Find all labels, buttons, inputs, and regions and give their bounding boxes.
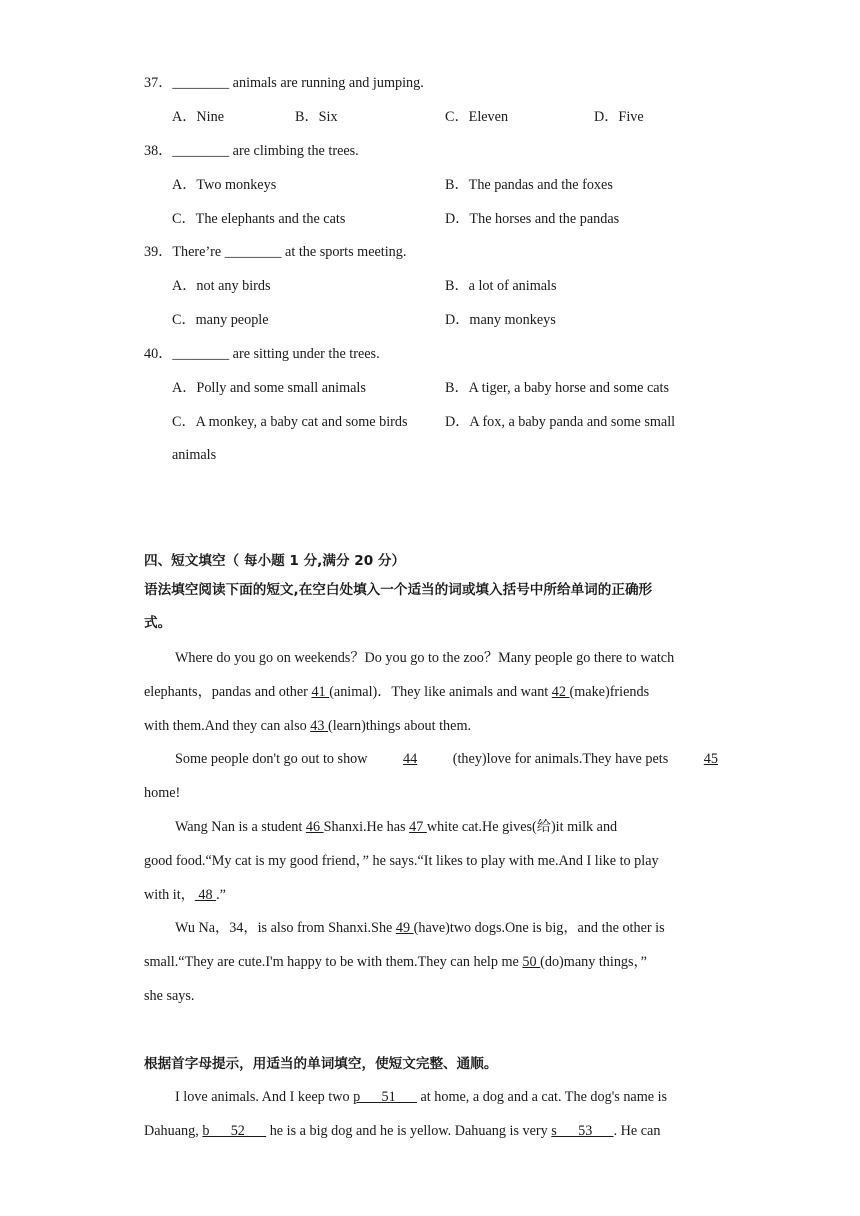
passage-text-segment: (make)friends	[569, 684, 650, 700]
passage-p4-line2	[144, 953, 647, 971]
section-5-instruction: 根据首字母提示，用适当的单词填空，使短文完整、通顺。	[144, 1056, 498, 1072]
passage-p2-line2: home!	[144, 785, 181, 801]
passage-text-segment: (have)two dogs.One is big，and the other is	[413, 920, 665, 936]
question-40-option-d: D．A fox, a baby panda and some small	[445, 414, 676, 430]
question-40-option-c: C．A monkey, a baby cat and some birds	[172, 414, 408, 430]
blank-41: 41	[311, 684, 330, 700]
question-40-option-d-continued: animals	[172, 447, 217, 463]
passage-p4-line1	[175, 919, 665, 937]
passage-text-segment: I love animals. And I keep two	[175, 1089, 354, 1105]
blank-49: 49	[395, 920, 414, 936]
question-40-option-a: A．Polly and some small animals	[172, 380, 366, 396]
passage-p3-line1	[175, 818, 617, 836]
passage-text-segment: Wu Na，34，is also from Shanxi.She	[175, 920, 396, 936]
passage-text-segment: Shanxi.He has	[323, 819, 410, 835]
section-4-instruction-line1: 语法填空阅读下面的短文,在空白处填入一个适当的词或填入括号中所给单词的正确形	[144, 582, 653, 598]
passage-text-segment: with them.And they can also	[144, 718, 311, 734]
question-39-option-c: C．many people	[172, 312, 269, 328]
passage-text-segment: Dahuang,	[144, 1123, 203, 1139]
blank-51: p 51	[353, 1089, 417, 1105]
question-38-option-d: D．The horses and the pandas	[445, 211, 620, 227]
passage-p1-line1: Where do you go on weekends？Do you go to the zoo？Many people go there to watch	[175, 650, 675, 666]
question-37-option-a: A．Nine	[172, 109, 225, 125]
question-37-option-b: B．Six	[295, 109, 338, 125]
question-38-stem: 38．________ are climbing the trees.	[144, 143, 359, 159]
passage2-line1	[175, 1088, 667, 1106]
blank-53: s 53	[551, 1123, 614, 1139]
passage-text-segment: (they)love for animals.They have pets	[452, 751, 669, 767]
blank-52: b 52	[202, 1123, 267, 1139]
blank-46: 46	[305, 819, 324, 835]
question-40-stem: 40．________ are sitting under the trees.	[144, 346, 380, 362]
question-39-option-d: D．many monkeys	[445, 312, 556, 328]
passage-p4-line3: she says.	[144, 988, 195, 1004]
question-38-option-c: C．The elephants and the cats	[172, 211, 346, 227]
question-37-stem: 37．________ animals are running and jumping.	[144, 75, 424, 91]
passage-text-segment: elephants，pandas and other	[144, 684, 312, 700]
passage-text-segment: . He can	[613, 1123, 661, 1139]
blank-45: 45	[703, 751, 718, 767]
blank-42: 42	[551, 684, 570, 700]
passage-text-segment: (learn)things about them.	[328, 718, 472, 734]
passage-p1-line3	[144, 717, 471, 735]
passage-text-segment: Wang Nan is a student	[175, 819, 306, 835]
passage-text	[144, 683, 649, 701]
section-4-instruction-line2: 式。	[144, 615, 172, 631]
passage-p3-line2: good food.“My cat is my good friend，” he says.“It likes to play with me.And I like to play	[144, 853, 659, 869]
question-39-stem: 39．There’re ________ at the sports meeting.	[144, 244, 407, 260]
blank-48: 48	[194, 887, 217, 903]
question-39-option-b: B．a lot of animals	[445, 278, 557, 294]
passage-text-segment: Some people don't go out to show	[175, 751, 368, 767]
blank-44: 44	[403, 751, 418, 767]
blank-47: 47	[409, 819, 427, 835]
question-37-option-d: D．Five	[594, 109, 644, 125]
passage-p1-line2	[144, 683, 718, 701]
passage-text-segment: at home, a dog and a cat. The dog's name is	[416, 1089, 668, 1105]
blank-50: 50	[522, 954, 541, 970]
passage2-line2	[144, 1122, 660, 1140]
passage-text-segment: (do)many things，”	[540, 954, 647, 970]
passage-text-segment: white cat.He gives(给)it milk and	[426, 819, 618, 835]
passage-text-segment: with it，	[144, 887, 195, 903]
passage-text-segment: he is a big dog and he is yellow. Dahuang is very	[266, 1123, 552, 1139]
section-4-title: 四、短文填空（ 每小题 1 分,满分 20 分）	[144, 553, 406, 569]
passage-text-segment: .”	[216, 887, 226, 903]
passage-p3-line3	[144, 886, 226, 904]
question-39-option-a: A．not any birds	[172, 278, 271, 294]
question-40-option-b: B．A tiger, a baby horse and some cats	[445, 380, 670, 396]
question-38-option-b: B．The pandas and the foxes	[445, 177, 613, 193]
passage-text-segment: (animal)．They like animals and want	[329, 684, 552, 700]
passage-text-segment: small.“They are cute.I'm happy to be with them.They can help me	[144, 954, 523, 970]
question-37-option-c: C．Eleven	[445, 109, 509, 125]
passage-p2-line1	[175, 750, 718, 768]
blank-43: 43	[310, 718, 329, 734]
question-38-option-a: A．Two monkeys	[172, 177, 277, 193]
